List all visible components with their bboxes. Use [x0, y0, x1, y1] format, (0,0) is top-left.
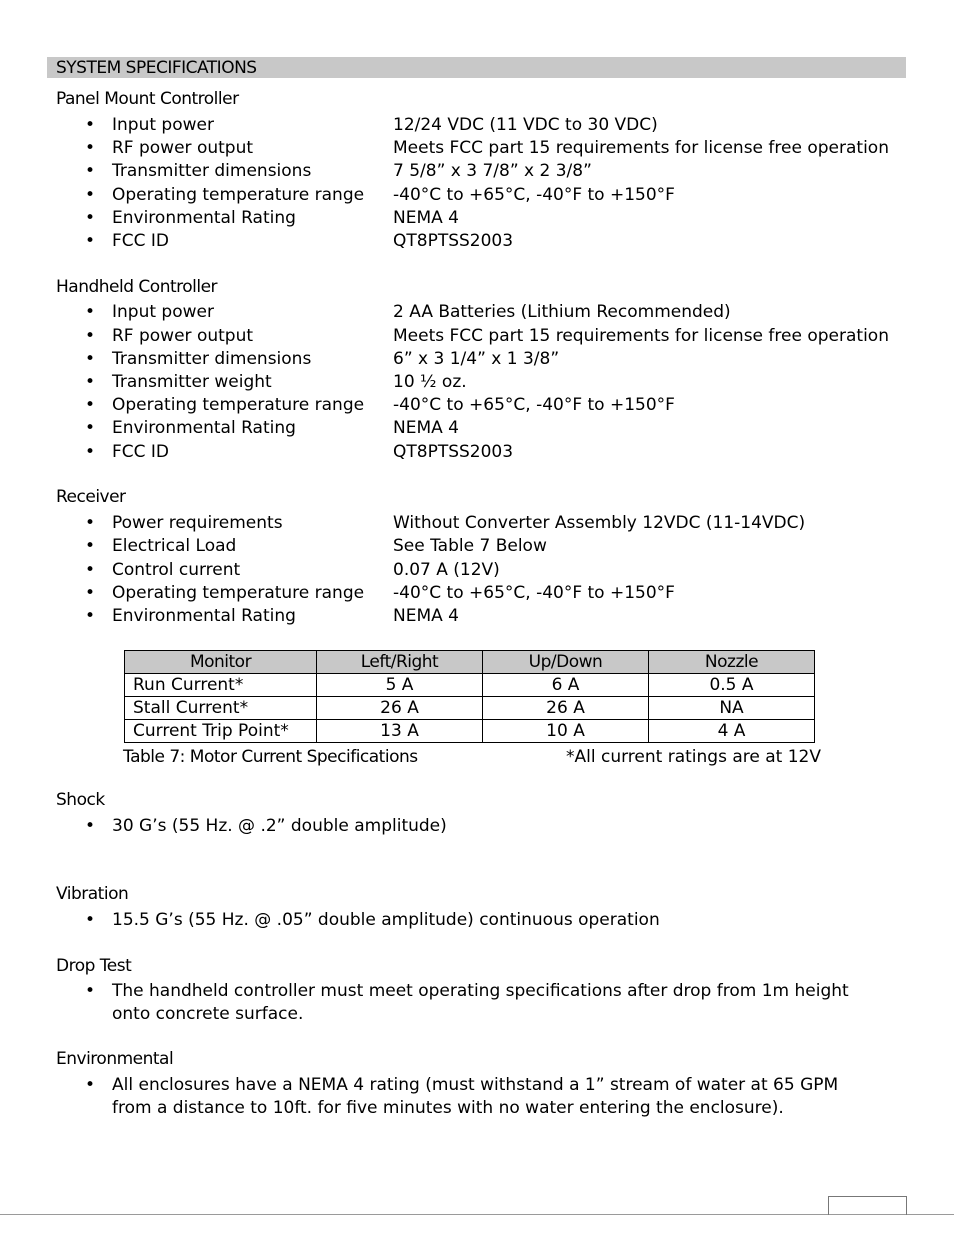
spec-label: Operating temperature range [112, 583, 365, 603]
vibration-text: 15.5 G’s (55 Hz. @ .05” double amplitude) continuous operation [112, 910, 660, 930]
handheld-heading: Handheld Controller [56, 277, 218, 297]
bullet: • [85, 395, 96, 415]
table-header-cell: Monitor [125, 651, 317, 674]
table-cell: Current Trip Point* [125, 720, 317, 743]
table-cell: Run Current* [125, 674, 317, 697]
bullet: • [85, 161, 96, 181]
spec-row [0, 513, 954, 535]
spec-row [0, 442, 954, 464]
table-header-row [125, 651, 815, 674]
spec-row [0, 560, 954, 582]
vibration-heading: Vibration [56, 884, 129, 904]
section-title: SYSTEM SPECIFICATIONS [56, 58, 257, 78]
spec-label: Power requirements [112, 513, 283, 533]
spec-value: -40°C to +65°C, -40°F to +150°F [393, 185, 675, 205]
spec-row [0, 115, 954, 137]
bullet: • [85, 583, 96, 603]
bullet: • [85, 208, 96, 228]
spec-label: Electrical Load [112, 536, 237, 556]
spec-row [0, 372, 954, 394]
drop-test-text: The handheld controller must meet operating specifications after drop from 1m height onto concrete surface. [112, 981, 849, 1024]
spec-value: QT8PTSS2003 [393, 231, 514, 251]
spec-row [0, 208, 954, 230]
spec-value: NEMA 4 [393, 208, 459, 228]
bullet: • [85, 606, 96, 626]
spec-value: Without Converter Assembly 12VDC (11-14VDC) [393, 513, 806, 533]
bullet: • [85, 372, 96, 392]
spec-row [0, 606, 954, 628]
spec-label: Transmitter dimensions [112, 349, 312, 369]
table-row [125, 674, 815, 697]
spec-value: Meets FCC part 15 requirements for license free operation [393, 326, 889, 346]
table-header-cell: Up/Down [483, 651, 649, 674]
bullet: • [85, 816, 96, 836]
bullet: • [85, 231, 96, 251]
table-cell: 13 A [317, 720, 483, 743]
spec-value: 6” x 3 1/4” x 1 3/8” [393, 349, 560, 369]
spec-label: Input power [112, 115, 214, 135]
table-cell: 10 A [483, 720, 649, 743]
table-row [125, 720, 815, 743]
spec-label: Transmitter weight [112, 372, 272, 392]
table-cell: 0.5 A [649, 674, 815, 697]
table-row [125, 697, 815, 720]
table-cell: NA [649, 697, 815, 720]
spec-label: Input power [112, 302, 214, 322]
spec-label: Operating temperature range [112, 185, 365, 205]
spec-row [0, 161, 954, 183]
bullet: • [85, 185, 96, 205]
shock-text: 30 G’s (55 Hz. @ .2” double amplitude) [112, 816, 447, 836]
receiver-heading: Receiver [56, 487, 126, 507]
spec-label: FCC ID [112, 231, 170, 251]
spec-row [0, 418, 954, 440]
spec-value: -40°C to +65°C, -40°F to +150°F [393, 395, 675, 415]
spec-label: Environmental Rating [112, 606, 296, 626]
spec-row [0, 231, 954, 253]
spec-row [0, 185, 954, 207]
spec-row [0, 326, 954, 348]
table-footnote: *All current ratings are at 12V [566, 747, 821, 767]
bullet: • [85, 536, 96, 556]
table-caption: Table 7: Motor Current Specifications [123, 747, 418, 767]
bullet: • [85, 326, 96, 346]
bullet: • [85, 115, 96, 135]
bullet: • [85, 981, 96, 1001]
spec-row [0, 583, 954, 605]
bullet: • [85, 418, 96, 438]
bullet: • [85, 349, 96, 369]
environmental-heading: Environmental [56, 1049, 174, 1069]
spec-label: Control current [112, 560, 241, 580]
spec-label: RF power output [112, 138, 254, 158]
spec-row [0, 395, 954, 417]
drop-test-heading: Drop Test [56, 956, 132, 976]
bullet: • [85, 513, 96, 533]
page-number-box [828, 1196, 907, 1215]
spec-row [0, 536, 954, 558]
spec-label: Environmental Rating [112, 418, 296, 438]
spec-value: QT8PTSS2003 [393, 442, 514, 462]
spec-label: FCC ID [112, 442, 170, 462]
bullet: • [85, 442, 96, 462]
shock-heading: Shock [56, 790, 105, 810]
table-header-cell: Nozzle [649, 651, 815, 674]
panel-mount-heading: Panel Mount Controller [56, 89, 239, 109]
table-cell: 6 A [483, 674, 649, 697]
spec-label: RF power output [112, 326, 254, 346]
bullet: • [85, 1075, 96, 1095]
footer-rule [0, 1214, 954, 1215]
spec-value: 2 AA Batteries (Lithium Recommended) [393, 302, 731, 322]
bullet: • [85, 138, 96, 158]
spec-value: See Table 7 Below [393, 536, 547, 556]
spec-value: NEMA 4 [393, 606, 459, 626]
table-cell: 4 A [649, 720, 815, 743]
spec-value: -40°C to +65°C, -40°F to +150°F [393, 583, 675, 603]
table-cell: 26 A [317, 697, 483, 720]
table-header-cell: Left/Right [317, 651, 483, 674]
spec-value: 7 5/8” x 3 7/8” x 2 3/8” [393, 161, 592, 181]
spec-label: Operating temperature range [112, 395, 365, 415]
table-cell: 5 A [317, 674, 483, 697]
spec-value: Meets FCC part 15 requirements for license free operation [393, 138, 889, 158]
table-cell: Stall Current* [125, 697, 317, 720]
spec-label: Transmitter dimensions [112, 161, 312, 181]
table-cell: 26 A [483, 697, 649, 720]
spec-row [0, 138, 954, 160]
spec-value: NEMA 4 [393, 418, 459, 438]
spec-value: 0.07 A (12V) [393, 560, 500, 580]
spec-value: 10 ½ oz. [393, 372, 467, 392]
spec-row [0, 349, 954, 371]
environmental-text: All enclosures have a NEMA 4 rating (must withstand a 1” stream of water at 65 GPM from a distance to 10ft. for five minutes with no water entering the enclosure). [112, 1075, 839, 1118]
spec-row [0, 302, 954, 324]
spec-value: 12/24 VDC (11 VDC to 30 VDC) [393, 115, 658, 135]
bullet: • [85, 302, 96, 322]
section-title-bar [47, 57, 906, 78]
bullet: • [85, 560, 96, 580]
spec-label: Environmental Rating [112, 208, 296, 228]
motor-current-table [124, 650, 815, 743]
bullet: • [85, 910, 96, 930]
